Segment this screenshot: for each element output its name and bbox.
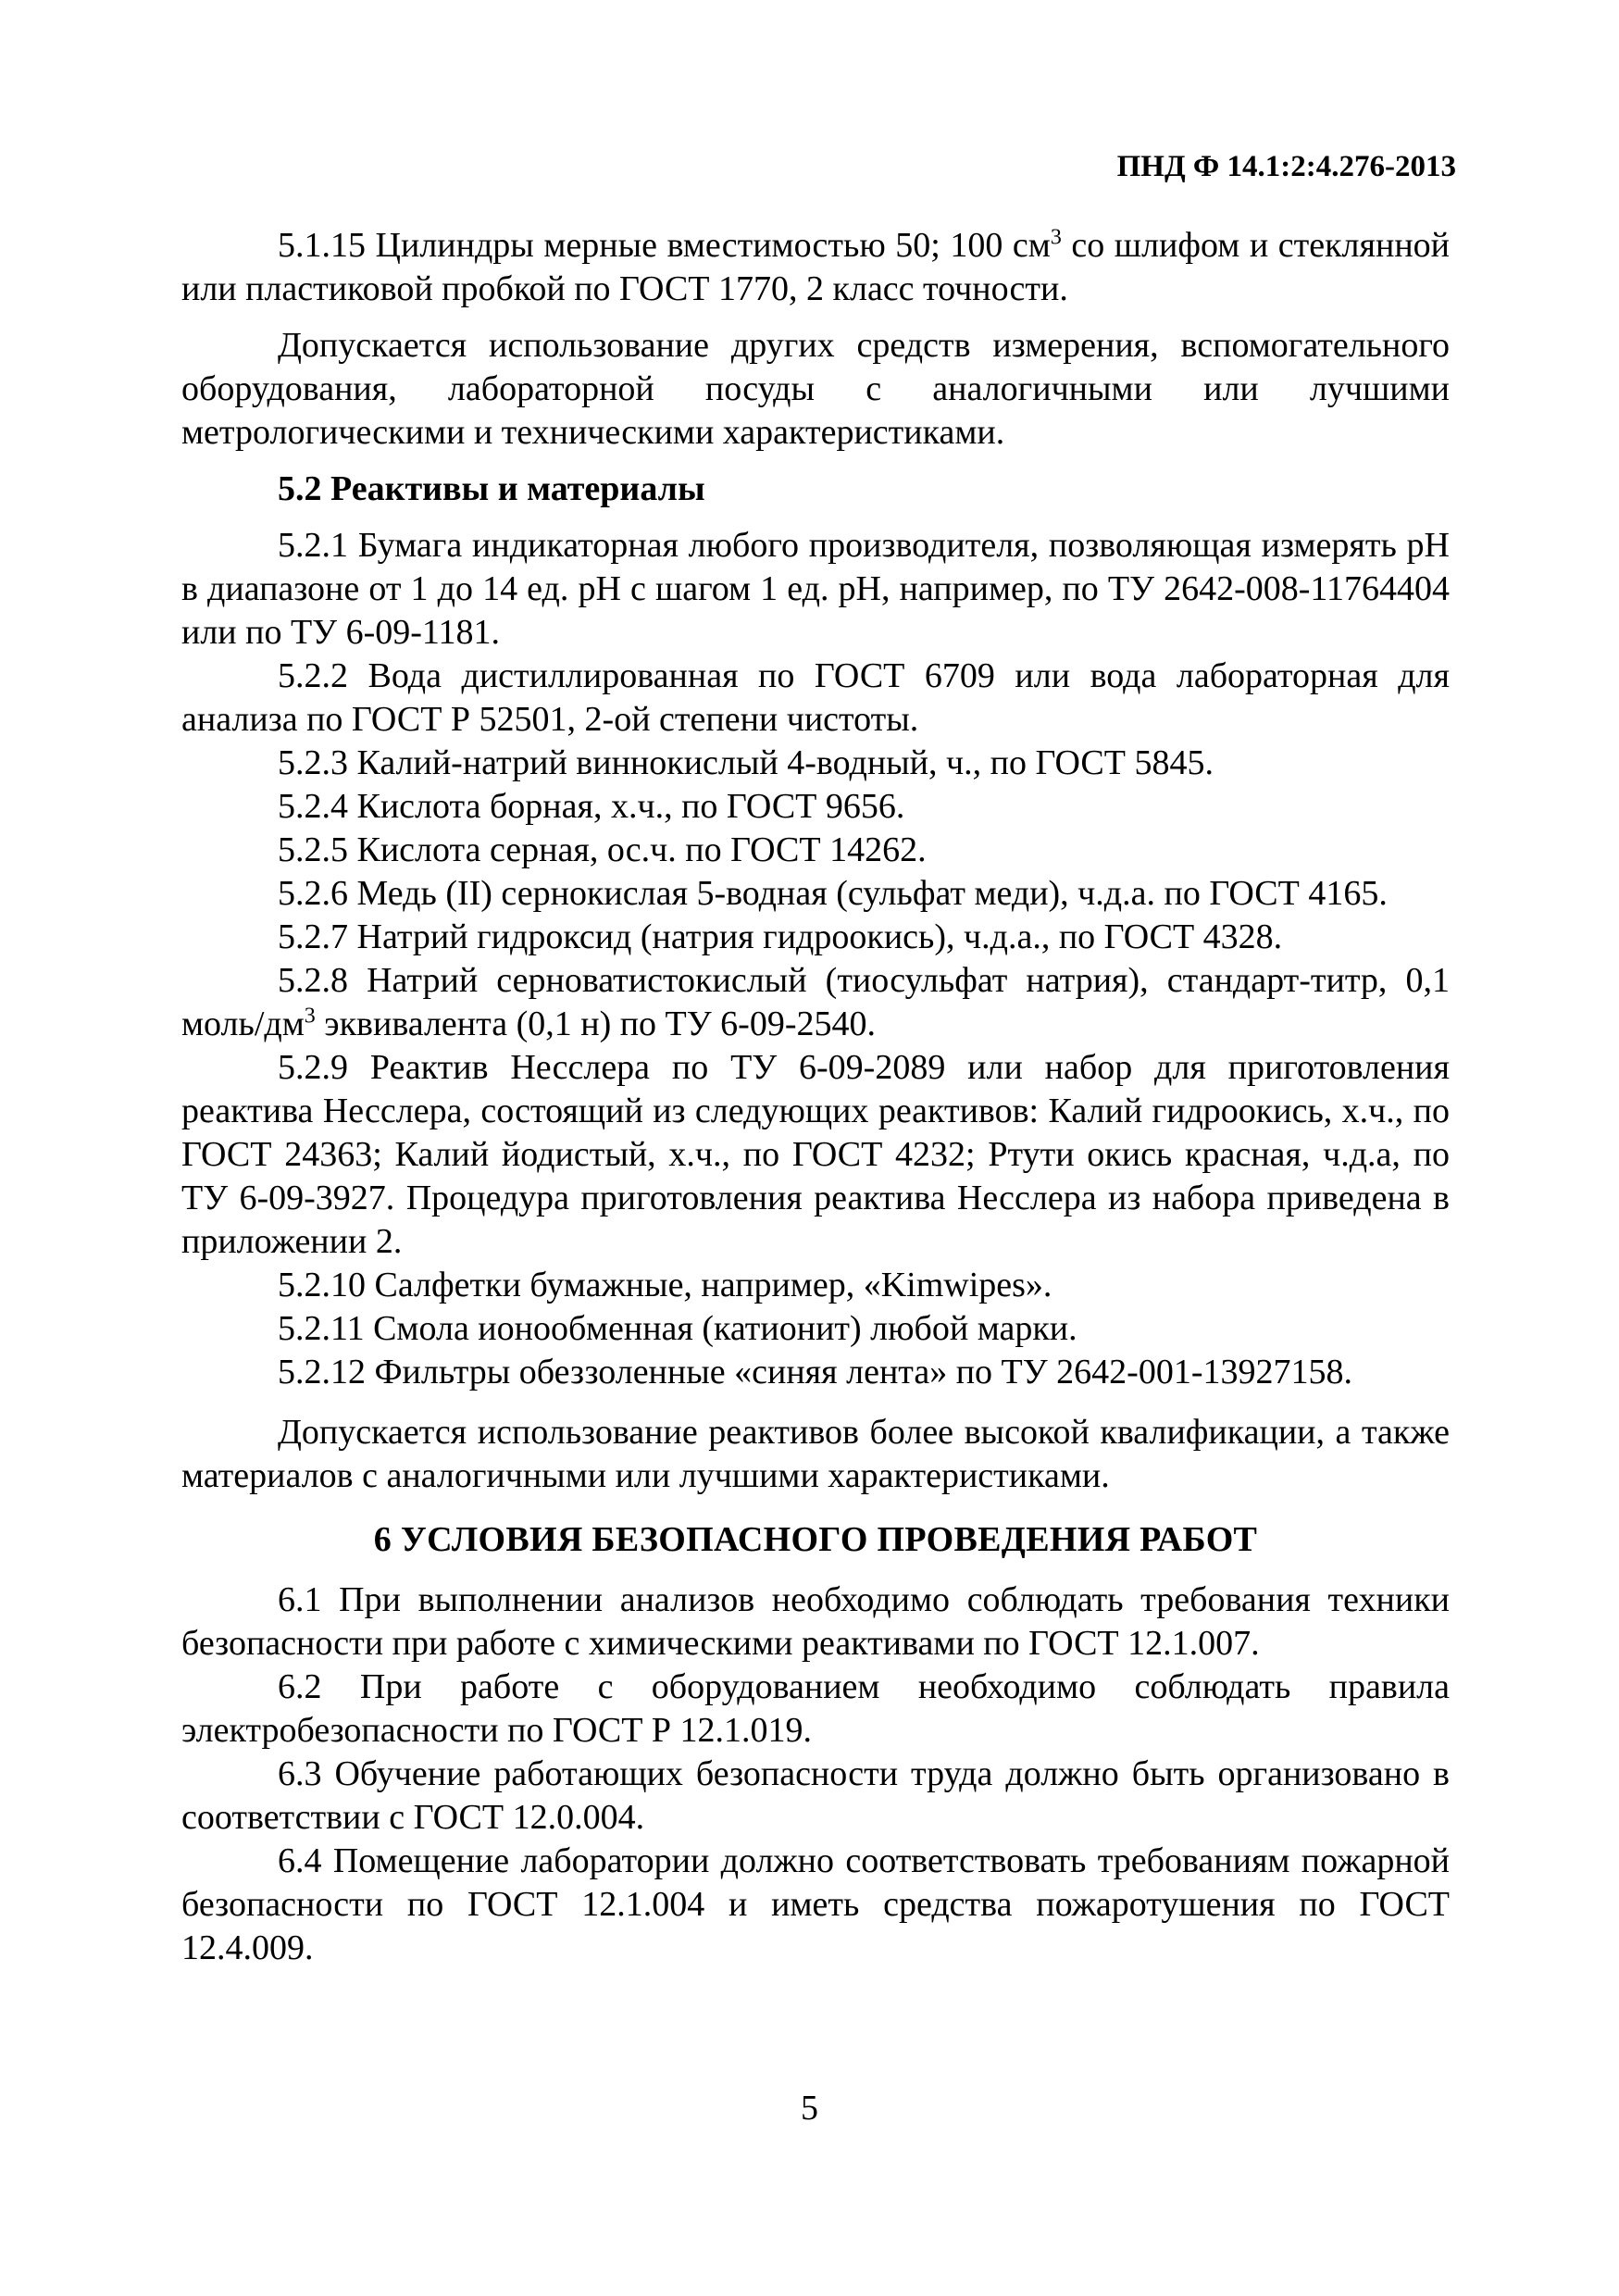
paragraph-5-1-15-text-a: 5.1.15 Цилиндры мерные вместимостью 50; 100 см <box>278 226 1051 265</box>
paragraph-5-2-8 <box>181 959 1450 1046</box>
subsection-title-5-2: 5.2 Реактивы и материалы <box>278 469 705 508</box>
paragraph-5-1-15 <box>181 224 1450 311</box>
paragraph-5-2-10: 5.2.10 Салфетки бумажные, например, «Kimwipes». <box>278 1266 1052 1304</box>
document-code-header: ПНД Ф 14.1:2:4.276-2013 <box>1116 150 1456 183</box>
superscript-dm3: 3 <box>304 1004 316 1029</box>
paragraph-5-2-12: 5.2.12 Фильтры обеззоленные «синяя лента» по ТУ 2642-001-13927158. <box>278 1353 1352 1391</box>
document-body <box>181 224 1450 1970</box>
paragraph-6-3: 6.3 Обучение работающих безопасности труда должно быть организовано в соответствии с ГОСТ 12.0.004. <box>181 1754 1450 1837</box>
paragraph-reagents-note: Допускается использование реактивов более высокой квалификации, а также материалов с аналогичными или лучшими характеристиками. <box>181 1413 1450 1495</box>
paragraph-5-1-15-text-b: со шлифом и стеклянной или пластиковой пробкой по ГОСТ 1770, 2 класс точности. <box>181 226 1450 308</box>
paragraph-5-2-1: 5.2.1 Бумага индикаторная любого производителя, позволяющая измерять pH в диапазоне от 1 до 14 ед. pH с шагом 1 ед. pH, например, по ТУ 2642-008-11764404 или по ТУ 6-09-1181. <box>181 526 1450 652</box>
paragraph-5-2-6: 5.2.6 Медь (II) сернокислая 5-водная (сульфат меди), ч.д.а. по ГОСТ 4165. <box>278 874 1388 913</box>
paragraph-equipment-note: Допускается использование других средств измерения, вспомогательного оборудования, лабораторной посуды с аналогичными или лучшими метрологическими и техническими характеристиками. <box>181 326 1450 452</box>
paragraph-6-4: 6.4 Помещение лаборатории должно соответствовать требованиям пожарной безопасности по ГОСТ 12.1.004 и иметь средства пожаротушения по ГОСТ 12.4.009. <box>181 1841 1450 1967</box>
paragraph-6-2: 6.2 При работе с оборудованием необходимо соблюдать правила электробезопасности по ГОСТ Р 12.1.019. <box>181 1667 1450 1750</box>
paragraph-6-1: 6.1 При выполнении анализов необходимо соблюдать требования техники безопасности при работе с химическими реактивами по ГОСТ 12.1.007. <box>181 1580 1450 1663</box>
paragraph-5-2-8-text-a: 5.2.8 Натрий серноватистокислый (тиосульфат натрия), стандарт-титр, 0,1 моль/дм <box>181 961 1450 1043</box>
paragraph-5-2-5: 5.2.5 Кислота серная, ос.ч. по ГОСТ 14262. <box>278 830 927 869</box>
paragraph-5-2-4: 5.2.4 Кислота борная, х.ч., по ГОСТ 9656. <box>278 787 905 826</box>
paragraph-5-2-3: 5.2.3 Калий-натрий виннокислый 4-водный, ч., по ГОСТ 5845. <box>278 743 1214 782</box>
paragraph-5-2-8-text-b: эквивалента (0,1 н) по ТУ 6-09-2540. <box>315 1004 876 1043</box>
page-number: 5 <box>801 2089 818 2128</box>
superscript-cm3: 3 <box>1050 225 1062 250</box>
paragraph-5-2-11: 5.2.11 Смола ионообменная (катионит) любой марки. <box>278 1309 1077 1348</box>
section-title-6: 6 УСЛОВИЯ БЕЗОПАСНОГО ПРОВЕДЕНИЯ РАБОТ <box>373 1520 1258 1559</box>
paragraph-5-2-9: 5.2.9 Реактив Несслера по ТУ 6-09-2089 или набор для приготовления реактива Несслера, состоящий из следующих реактивов: Калий гидроокись, х.ч., по ГОСТ 24363; Калий йодистый, х.ч., по ГОСТ 4232; Ртути окись красная, ч.д.а, по ТУ 6-09-3927. Процедура приготовления реактива Несслера из набора приведена в приложении 2. <box>181 1048 1450 1261</box>
paragraph-5-2-7: 5.2.7 Натрий гидроксид (натрия гидроокись), ч.д.а., по ГОСТ 4328. <box>278 917 1283 956</box>
paragraph-5-2-2: 5.2.2 Вода дистиллированная по ГОСТ 6709 или вода лабораторная для анализа по ГОСТ Р 52501, 2-ой степени чистоты. <box>181 656 1450 739</box>
